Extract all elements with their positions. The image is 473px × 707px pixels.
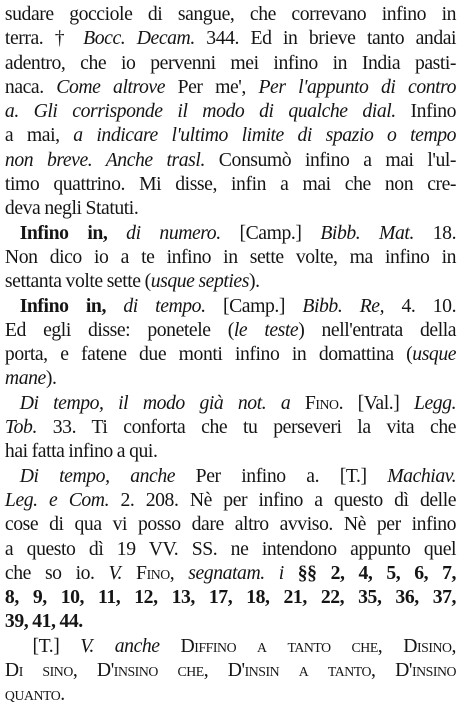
text-line [5, 342, 456, 366]
text-segment: . [Val.] [338, 391, 414, 414]
text-line [5, 26, 456, 50]
text-segment: porta, e fatene due monti infino in domattina ( [4, 343, 413, 366]
text-segment: [T.] [32, 634, 81, 657]
text-segment: [Camp.] [205, 294, 303, 317]
text-segment: [Camp.] [220, 221, 321, 244]
text-line [5, 75, 456, 99]
text-segment: Come altrove [56, 75, 166, 98]
subsense-line [5, 464, 456, 488]
text-line [5, 172, 456, 196]
text-line [5, 439, 456, 463]
text-segment: Infino in, [19, 221, 127, 244]
text-line [5, 537, 456, 561]
text-segment: Bibb. Mat. [320, 221, 414, 244]
text-segment: 344. Ed in brieve tanto andai [194, 27, 457, 50]
subsense-line [5, 391, 456, 415]
text-segment: mane [4, 367, 46, 390]
text-line [5, 366, 456, 390]
text-line [5, 148, 456, 172]
text-segment: 18. [413, 221, 457, 244]
text-line [5, 2, 456, 26]
text-segment: sudare gocciole di sangue, che correvano infino in [4, 3, 457, 25]
text-segment: ) nell'entrata della [298, 318, 457, 341]
text-segment: Fino [304, 391, 339, 414]
text-segment: Infino [395, 100, 457, 123]
entry-heading-line [5, 221, 456, 245]
text-segment: §§ 2, 4, 5, 6, 7, [283, 561, 457, 584]
text-segment: Per me', [165, 75, 259, 98]
text-segment: usque septies [150, 270, 249, 293]
text-segment: ). [45, 367, 57, 390]
text-line [5, 269, 456, 293]
text-segment: deva negli Statuti. [4, 197, 139, 220]
text-segment: Fino [122, 561, 170, 584]
text-segment: Non dico io a te infino in sette volte, ma infino in [4, 245, 457, 268]
text-segment: hai fatta infino a qui. [4, 440, 158, 463]
text-segment: a mai, [4, 124, 74, 147]
text-segment: a. Gli corrisponde il modo di qualche dial. [4, 100, 396, 123]
text-segment: Legg. [413, 391, 457, 414]
text-line [5, 561, 456, 585]
text-segment: Leg. e Com. [4, 488, 110, 511]
text-line [5, 123, 456, 147]
text-segment: Per infino a. [T.] [175, 464, 388, 487]
text-segment: Diffino a tanto che, Disino, [159, 634, 457, 657]
text-line [5, 658, 456, 682]
text-segment: V. anche [80, 634, 160, 657]
text-segment: Ed egli disse: ponetele ( [4, 318, 234, 341]
text-segment: non breve. Anche trasl. [4, 148, 205, 171]
text-line [5, 245, 456, 269]
text-line [5, 585, 456, 609]
text-segment: a indicare l'ultimo limite di spazio o tempo [73, 124, 457, 147]
text-segment: timo quattrino. Mi disse, infin a mai che non cre- [4, 173, 457, 196]
text-segment: terra. † [4, 27, 84, 50]
text-segment: di numero. [126, 221, 221, 244]
text-line [5, 318, 456, 342]
text-segment: 4. 10. [384, 294, 457, 317]
text-line [5, 99, 456, 123]
text-line [5, 196, 456, 220]
text-segment: naca. [4, 75, 57, 98]
text-segment: Bocc. Decam. [83, 27, 195, 50]
text-segment: Di tempo, anche [19, 464, 176, 487]
text-segment: cose di qua vi posso dare altro avviso. Nè per infino [4, 513, 457, 536]
text-segment: ). [248, 270, 260, 293]
text-segment: 33. Ti conforta che tu perseveri la vita che [36, 416, 457, 439]
text-segment: 2. 208. Nè per infino a questo dì delle [109, 488, 457, 511]
text-segment: , [169, 561, 189, 584]
text-line [5, 512, 456, 536]
text-segment: quanto. [4, 683, 65, 706]
entry-heading-line [5, 294, 456, 318]
text-segment: di tempo. [123, 294, 206, 317]
text-segment: 8, 9, 10, 11, 12, 13, 17, 18, 21, 22, 35, 36, 37, [4, 586, 457, 609]
text-line [5, 415, 456, 439]
text-segment: Di sino, D'insino che, D'insin a tanto, D'insino [4, 659, 457, 682]
text-segment: V. [108, 561, 123, 584]
text-segment: Tob. [4, 416, 37, 439]
text-segment: 39, 41, 44. [4, 610, 83, 633]
text-line [5, 488, 456, 512]
text-segment: a questo dì 19 VV. SS. ne intendono appunto quel [4, 537, 457, 560]
text-segment: settanta volte sette ( [4, 270, 151, 293]
text-segment: che so io. [4, 561, 109, 584]
text-segment: Consumò infino a mai l'ul- [204, 148, 457, 171]
text-line [5, 51, 456, 75]
cross-reference-line [5, 634, 456, 658]
text-segment: segnatam. i [188, 561, 284, 584]
text-line [5, 609, 456, 633]
text-segment: usque [412, 343, 457, 366]
text-segment: Di tempo, il modo già not. a [19, 391, 305, 414]
text-segment: Machiav. [387, 464, 457, 487]
text-segment: Bibb. Re, [302, 294, 385, 317]
text-segment: Infino in, [19, 294, 124, 317]
text-segment: le teste [233, 318, 299, 341]
text-segment: adentro, che io pervenni mei infino in India pasti- [4, 51, 457, 74]
text-line [5, 682, 456, 706]
text-segment: Per l'appunto di contro [258, 75, 457, 98]
